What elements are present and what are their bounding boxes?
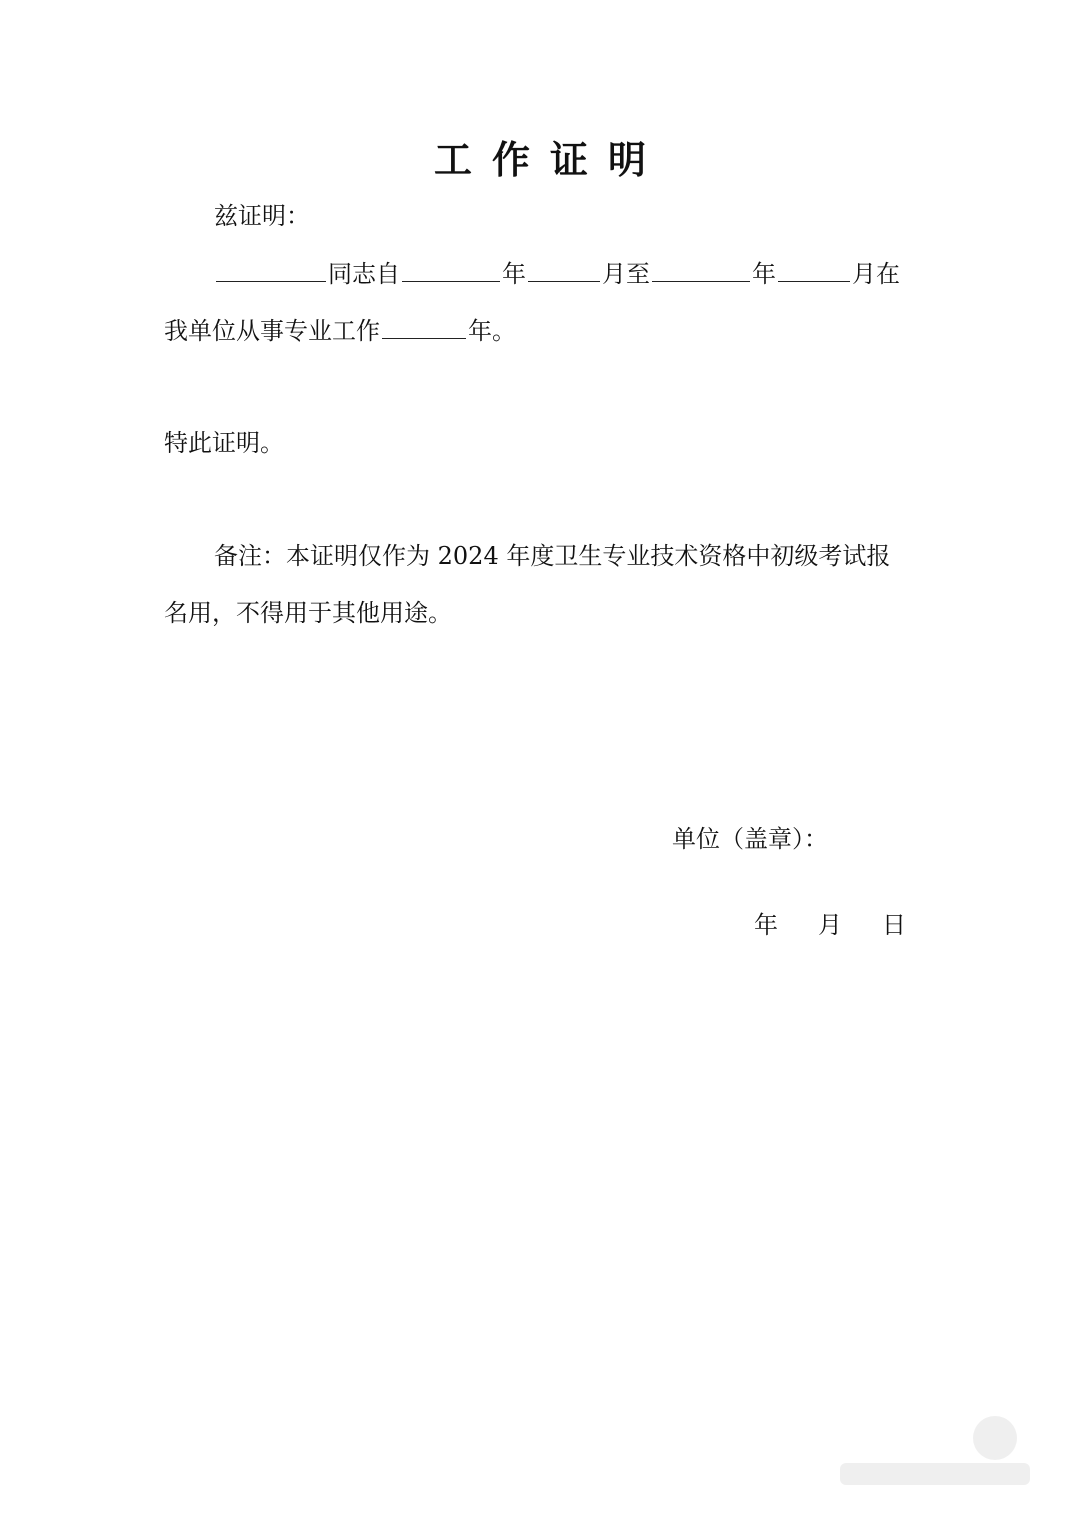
note-suffix: 年度卫生专业技术资格中初级考试报 — [498, 542, 891, 570]
employment-period-line — [214, 255, 900, 292]
salutation: 兹证明： — [214, 202, 310, 230]
end-month-blank — [778, 255, 850, 282]
document-title: 工作证明 — [433, 138, 666, 182]
start-year-blank — [402, 255, 500, 282]
work-years-blank — [382, 312, 466, 339]
watermark-logo — [830, 1408, 1040, 1498]
unit-seal-label: 单位（盖章）： — [672, 825, 828, 853]
work-description: 我单位从事专业工作 — [164, 317, 380, 345]
signature-month-label: 月 — [818, 911, 842, 939]
note-line-2: 名用，不得用于其他用途。 — [164, 599, 452, 627]
note-prefix: 备注：本证明仅作为 — [214, 542, 438, 570]
note-line-1 — [214, 538, 890, 574]
note-year: 2024 — [437, 542, 499, 570]
start-year-label: 年 — [502, 260, 526, 288]
comrade-from-label: 同志自 — [328, 260, 400, 288]
work-years-line — [164, 312, 516, 349]
end-year-blank — [652, 255, 750, 282]
closing-text: 特此证明。 — [164, 429, 284, 457]
end-year-label: 年 — [752, 260, 776, 288]
signature-day-label: 日 — [882, 911, 906, 939]
name-blank — [216, 255, 326, 282]
start-month-blank — [528, 255, 600, 282]
month-to-label: 月至 — [602, 260, 650, 288]
month-at-label: 月在 — [852, 260, 900, 288]
years-suffix: 年。 — [468, 317, 516, 345]
signature-year-label: 年 — [754, 911, 778, 939]
